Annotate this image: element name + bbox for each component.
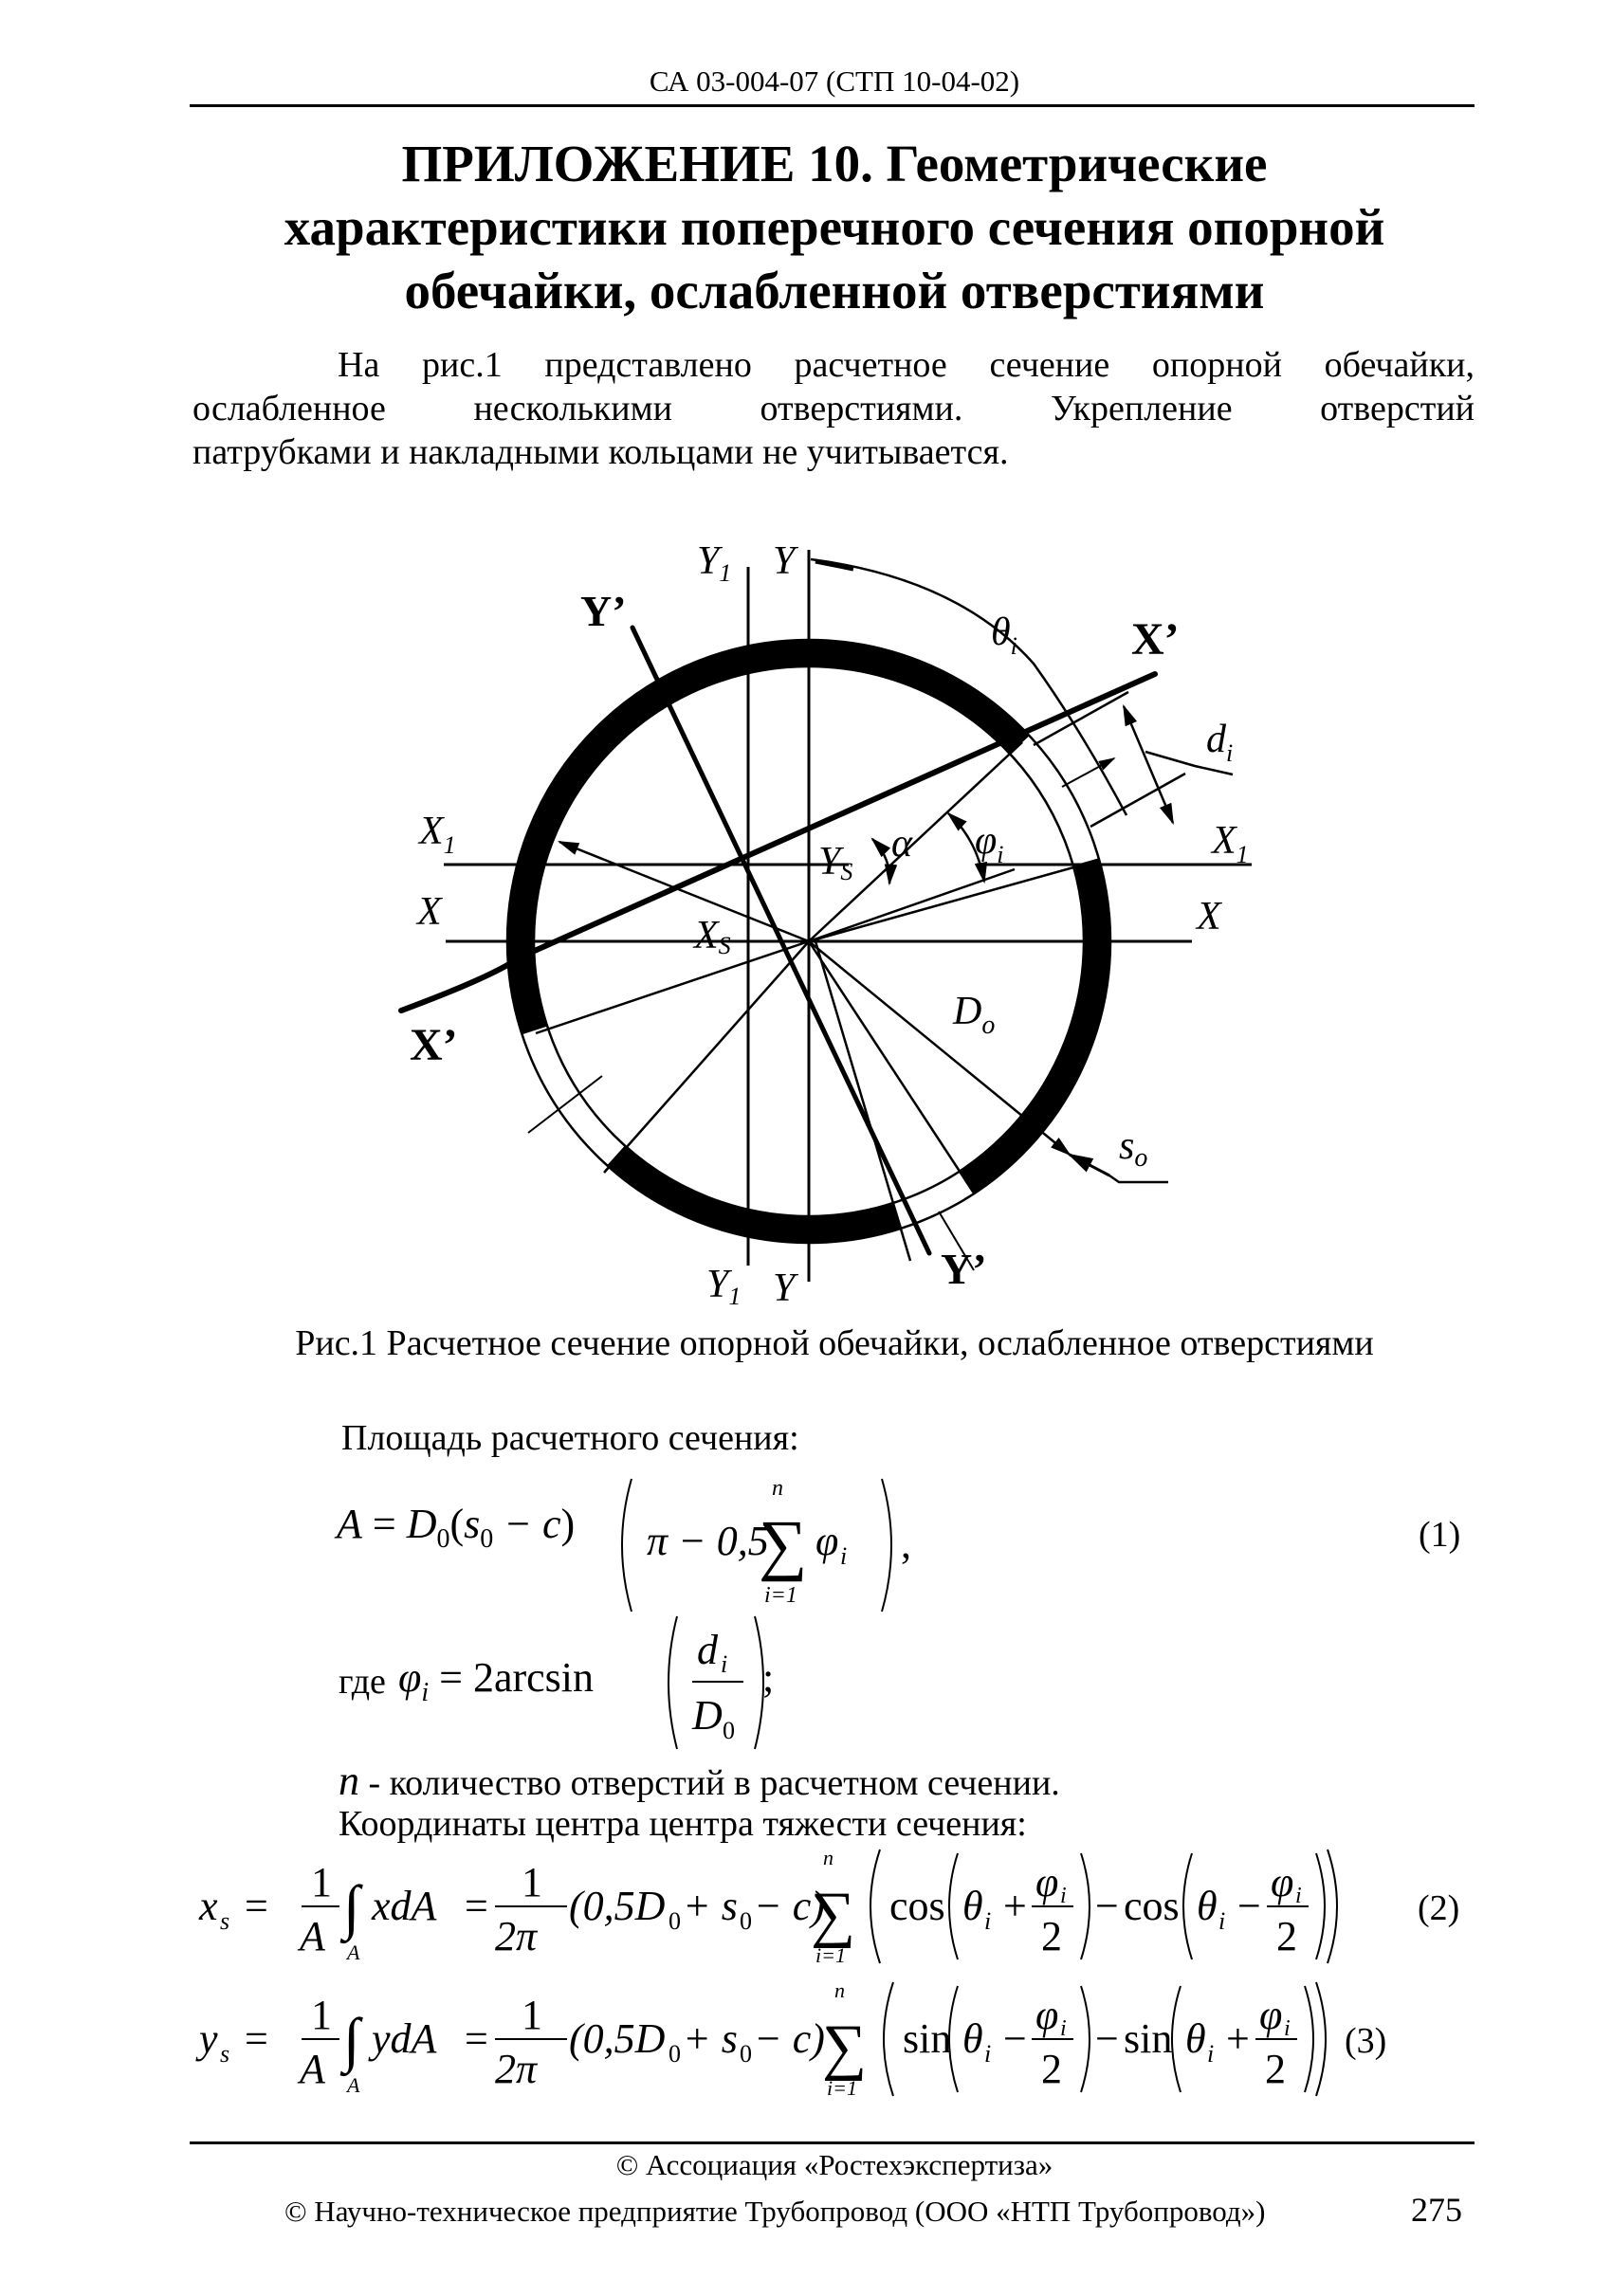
n-symbol: n (339, 1758, 359, 1804)
svg-text:i: i (721, 1650, 728, 1678)
svg-text:s: s (220, 2040, 230, 2068)
title-line-3: обечайки, ослабленной отверстиями (404, 262, 1265, 319)
area-heading: Площадь расчетного сечения: (341, 1418, 799, 1458)
svg-text:− c): − c) (754, 1883, 825, 1929)
svg-text:A: A (347, 2073, 360, 2097)
label-y1-bottom: Y1 (706, 1263, 742, 1310)
svg-text:D: D (692, 1692, 723, 1739)
svg-text:1: 1 (311, 1992, 332, 2038)
document-code-header: СА 03-004-07 (СТП 10-04-02) (649, 64, 1020, 98)
svg-text:2: 2 (1041, 2046, 1062, 2092)
title-line-2: характеристики поперечного сечения опорной (284, 198, 1385, 256)
equation-1-number: (1) (1419, 1515, 1461, 1555)
svg-text:−: − (1095, 2015, 1119, 2062)
svg-text:+: + (1003, 1883, 1027, 1929)
label-yprime-top: Y’ (580, 587, 627, 635)
svg-text:sin: sin (903, 2015, 952, 2062)
label-di: $d_i$ (1206, 718, 1234, 767)
svg-text:−: − (1003, 2015, 1027, 2062)
so-leader (1109, 1175, 1168, 1182)
equation-3 (190, 1977, 1498, 2109)
phi-definition: $\varphi_i = 2\arcsin$ (398, 1654, 594, 1707)
label-y-top: Y (773, 539, 796, 583)
svg-text:i: i (1060, 2016, 1067, 2041)
where-label: где (339, 1662, 386, 1702)
label-y1-top: Y1 (697, 539, 732, 587)
svg-text:∫: ∫ (343, 1873, 360, 1941)
svg-text:sin: sin (1124, 2015, 1173, 2062)
svg-text:i: i (840, 1542, 848, 1570)
svg-text:+ s: + s (683, 1883, 738, 1929)
svg-text:A: A (300, 2046, 325, 2092)
svg-text:∑: ∑ (822, 2013, 868, 2082)
svg-text:x: x (199, 1883, 218, 1929)
svg-text:(0,5D: (0,5D (569, 1883, 666, 1929)
svg-text:cos: cos (889, 1883, 945, 1929)
svg-text:0: 0 (723, 1717, 735, 1744)
svg-text:cos: cos (1124, 1883, 1180, 1929)
svg-text:y: y (199, 2015, 218, 2062)
page-number: 275 (1411, 2191, 1462, 2229)
svg-text:i: i (1218, 1907, 1226, 1935)
svg-text:(2): (2) (1418, 1888, 1460, 1928)
di-dimension (1124, 706, 1173, 823)
svg-text:n: n (823, 1846, 833, 1869)
svg-text:φ: φ (1035, 1859, 1059, 1905)
svg-text:i=1: i=1 (764, 1583, 797, 1608)
svg-text:−: − (1237, 1883, 1261, 1929)
svg-text:φ: φ (1035, 1992, 1059, 2038)
equation-1: $A = D_0(s_0 - c)$ (337, 1501, 576, 1554)
alpha-arc (872, 839, 889, 884)
equation-1-sum-block (616, 1474, 920, 1616)
svg-text:2π: 2π (495, 2046, 538, 2092)
svg-text:π − 0,5: π − 0,5 (647, 1518, 769, 1564)
svg-text:1: 1 (522, 1992, 542, 2038)
svg-text:+ s: + s (683, 2015, 738, 2062)
label-xprime-right: X’ (1131, 614, 1180, 665)
equation-2 (190, 1844, 1498, 1967)
intro-line-2: ослабленное несколькими отверстиями. Укрепление отверстий (192, 389, 1475, 428)
svg-text:i: i (1207, 2040, 1215, 2068)
svg-text:,: , (901, 1521, 911, 1567)
svg-text:(0,5D: (0,5D (569, 2015, 666, 2062)
label-xprime-left: X’ (410, 1020, 458, 1070)
svg-text:∑: ∑ (759, 1506, 808, 1582)
intro-line-1: На рис.1 представлено расчетное сечение опорной обечайки, (338, 345, 1475, 385)
radial-lines (536, 742, 1090, 1261)
svg-text:;: ; (762, 1654, 775, 1701)
label-x-left: X (417, 890, 442, 934)
figure-caption: Рис.1 Расчетное сечение опорной обечайки, ослабленное отверстиями (295, 1323, 1374, 1363)
svg-text:1: 1 (311, 1859, 332, 1905)
label-s0: so (1119, 1124, 1148, 1173)
svg-text:d: d (697, 1627, 718, 1673)
n-definition-text: - количество отверстий в расчетном сечении. (359, 1763, 1060, 1803)
svg-text:θ: θ (1197, 1883, 1218, 1929)
svg-text:φ: φ (1271, 1859, 1294, 1905)
footer-copyright-company: © Научно-техническое предприятие Трубопровод (ООО «НТП Трубопровод») (284, 2195, 1266, 2228)
svg-text:2: 2 (1265, 2046, 1286, 2092)
hole-tick-lower-left (528, 1076, 602, 1133)
xprime-axis (401, 674, 1155, 1011)
svg-text:0: 0 (740, 2040, 752, 2068)
svg-text:i: i (1060, 1884, 1067, 1908)
svg-text:−: − (1095, 1883, 1119, 1929)
svg-text:ydA: ydA (372, 2015, 437, 2062)
footer-copyright-association: © Ассоциация «Ростехэкспертиза» (615, 2148, 1053, 2181)
label-x-right: X (1197, 895, 1221, 938)
svg-text:=: = (465, 1883, 488, 1929)
svg-text:θ: θ (1185, 2015, 1206, 2062)
svg-text:∫: ∫ (343, 2006, 360, 2073)
svg-text:A: A (300, 1913, 325, 1959)
svg-text:θ: θ (962, 1883, 983, 1929)
svg-text:i: i (984, 1907, 992, 1935)
svg-text:i=1: i=1 (827, 2076, 857, 2100)
svg-text:φ: φ (815, 1518, 839, 1564)
centroid-heading: Координаты центра центра тяжести сечения: (339, 1804, 1027, 1844)
label-ys: YS (818, 840, 853, 885)
svg-text:+: + (1226, 2015, 1250, 2062)
svg-text:0: 0 (669, 2040, 681, 2068)
svg-text:xdA: xdA (372, 1883, 437, 1929)
n-definition (339, 1757, 1060, 1805)
svg-text:A: A (347, 1941, 360, 1964)
svg-text:n: n (834, 1978, 845, 2002)
svg-text:i: i (1284, 2016, 1291, 2041)
label-d0: $D_o$ (953, 990, 996, 1040)
svg-text:=: = (245, 2015, 268, 2062)
svg-text:n: n (772, 1476, 783, 1501)
label-x1-left: $X_1$ (419, 810, 456, 859)
label-x1-right: $X_1$ (1212, 819, 1249, 868)
svg-text:1: 1 (522, 1859, 542, 1905)
label-yprime-bottom: Y’ (941, 1245, 987, 1293)
intro-line-3: патрубками и накладными кольцами не учитывается. (192, 432, 1009, 472)
svg-text:0: 0 (740, 1907, 752, 1935)
svg-text:θ: θ (962, 2015, 983, 2062)
footer-rule (190, 2141, 1475, 2144)
svg-text:2: 2 (1041, 1913, 1062, 1959)
label-y-bottom: Y (773, 1266, 796, 1310)
svg-text:0: 0 (669, 1907, 681, 1935)
so-inner-arrow (1062, 758, 1114, 787)
svg-text:− c): − c) (754, 2015, 825, 2062)
so-dimension (1070, 1155, 1109, 1175)
phi-fraction (664, 1612, 778, 1754)
label-xs: XS (694, 914, 731, 959)
svg-text:i: i (1295, 1884, 1302, 1908)
svg-text:i=1: i=1 (815, 1943, 846, 1967)
svg-text:(3): (3) (1345, 2021, 1387, 2061)
svg-text:=: = (465, 2015, 488, 2062)
svg-text:=: = (245, 1883, 268, 1929)
svg-text:2π: 2π (495, 1913, 538, 1959)
svg-text:∑: ∑ (811, 1880, 856, 1949)
svg-text:i: i (984, 2040, 992, 2068)
title-line-1: ПРИЛОЖЕНИЕ 10. Геометрические (401, 135, 1268, 192)
svg-text:φ: φ (1259, 1992, 1283, 2038)
svg-text:2: 2 (1276, 1913, 1297, 1959)
svg-text:s: s (220, 1907, 230, 1935)
label-theta: $\theta_i$ (991, 610, 1017, 660)
label-alpha: α (891, 822, 913, 866)
label-phi: $\varphi_i$ (975, 819, 1004, 868)
